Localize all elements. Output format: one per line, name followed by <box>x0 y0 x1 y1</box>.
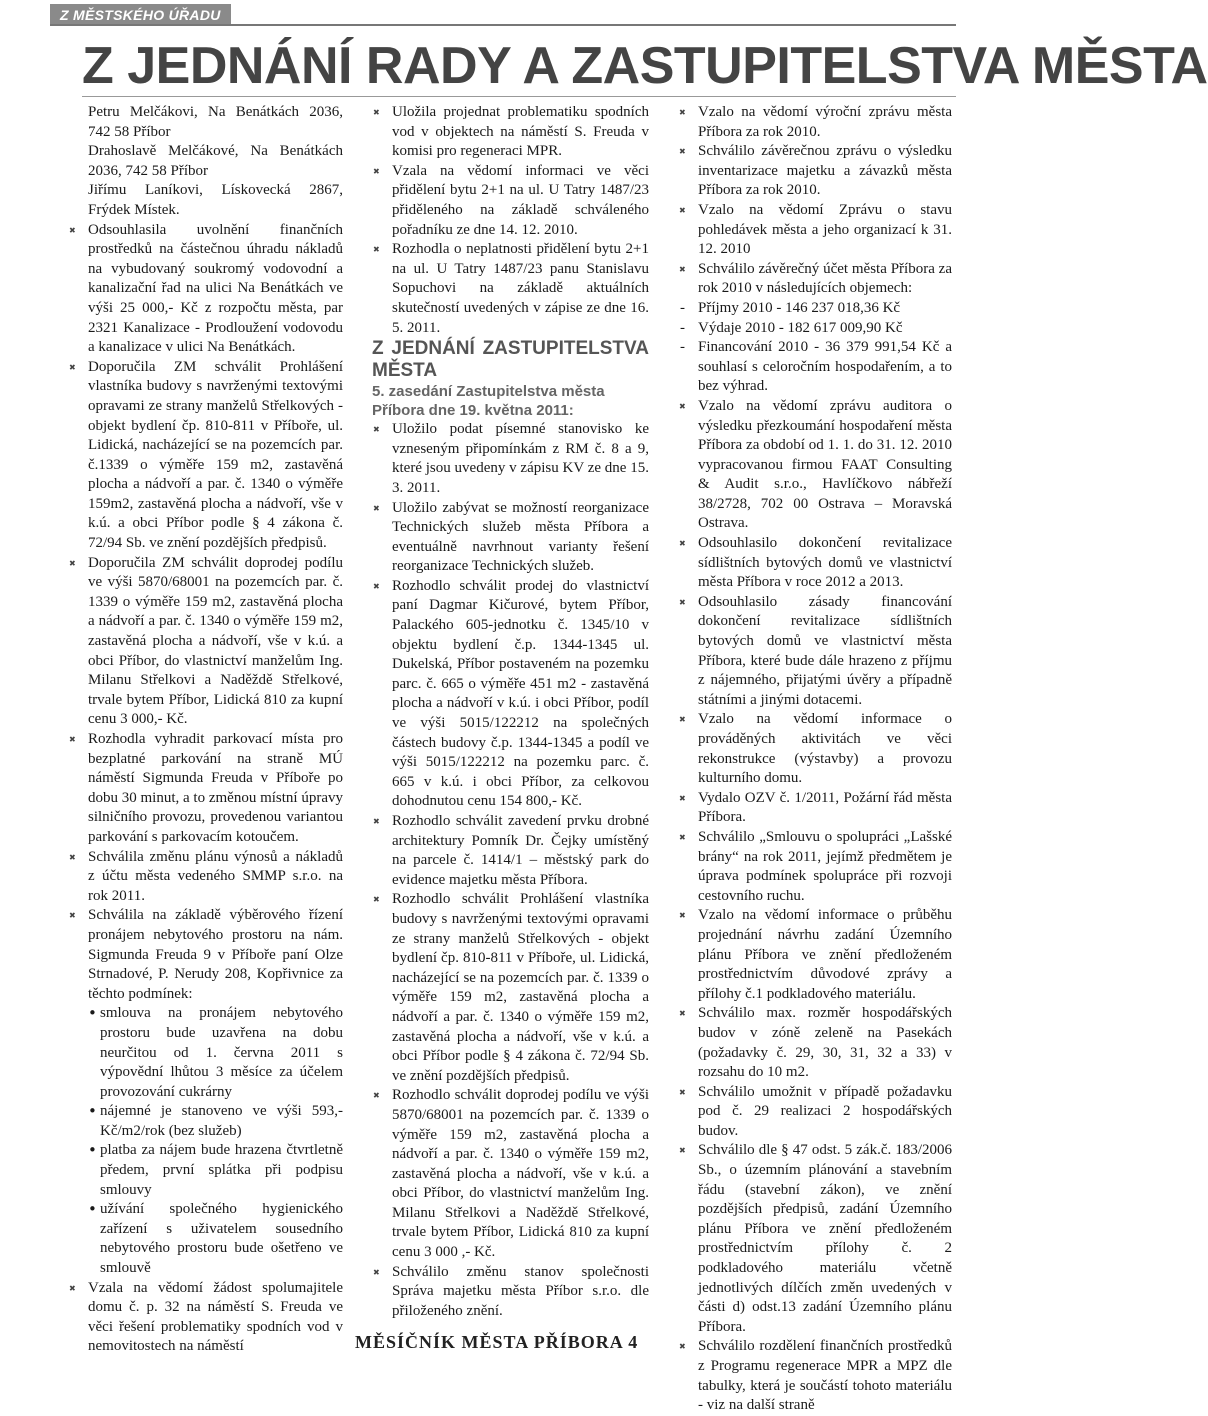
resolution-item: ✖ Schválilo závěrečný účet města Příbora za rok 2010 v následujících objemech: <box>678 260 952 299</box>
headline-rule <box>82 96 956 97</box>
resolution-item: ✖ Rozhodlo schválit zavedení prvku drobné architektury Pomník Dr. Čejky umístěný na parcele č. 1414/1 – městský park do evidence majetku města Příbora. <box>372 812 649 890</box>
resolution-item: ✖ Rozhodlo schválit Prohlášení vlastníka budovy s navrženými textovými opravami ze strany manželů Střelkových - objekt bydlení čp. 810-811 v Příboře, ul. Lidická, nacházející se na pozemcích par. č. 1339 o výměře 159 m2, zastavěná plocha a nádvoří a par. č. 1340 o výměře 159 m2, zastavěná plocha a nádvoří, vše v k.ú. a obci Příbor podle § 4 zákona č. 72/94 Sb. ve znění pozdějších předpisů. <box>372 890 649 1086</box>
resolution-item: ✖ Schválilo „Smlouvu o spolupráci „Lašské brány“ na rok 2011, jejímž předmětem je úprava podmínek spolupráce při rozvoji cestovního ruchu. <box>678 828 952 906</box>
paragraph: Drahoslavě Melčákové, Na Benátkách 2036, 742 58 Příbor <box>88 143 343 179</box>
resolution-item: ✖ Schválilo dle § 47 odst. 5 zák.č. 183/2006 Sb., o územním plánování a stavebním řádu (stavební zákon), ve znění pozdějších předpisů, zadání Územního plánu Příbora ve znění předloženém prostřednictvím přílohy č. 2 podkladového materiálu včetně jednotlivých dílčích změn uvedených v části d) odst.13 zadání Územního plánu Příbora. <box>678 1141 952 1337</box>
resolution-item: ✖ Vzalo na vědomí výroční zprávu města Příbora za rok 2010. <box>678 103 952 142</box>
top-rule <box>50 24 956 26</box>
condition-bullet-item: • smlouva na pronájem nebytového prostoru bude uzavřena na dobu neurčitou od 1. června 2011 s výpovědní lhůtou 3 měsíce za účelem provozování cukrárny <box>68 1004 343 1102</box>
resolution-item: ✖ Schválilo závěrečnou zprávu o výsledku inventarizace majetku a závazků města Příbora za rok 2010. <box>678 142 952 201</box>
column-1 <box>68 103 343 1357</box>
column-2 <box>372 103 649 1321</box>
section-heading: Z JEDNÁNÍ ZASTUPITELSTVA MĚSTA <box>372 338 649 382</box>
resolution-item: ✖ Schválilo rozdělení finančních prostředků z Programu regenerace MPR a MPZ dle tabulky, která je součástí tohoto materiálu - viz na další straně <box>678 1337 952 1415</box>
resolution-item: ✖ Odsouhlasilo dokončení revitalizace sídlištních bytových domů ve vlastnictví města Příbora v roce 2012 a 2013. <box>678 534 952 593</box>
column-3 <box>678 103 952 1416</box>
budget-dash-item: - Financování 2010 - 36 379 991,54 Kč a souhlasí s celoročním hospodařením, a to bez výhrad. <box>678 338 952 397</box>
budget-dash-item: - Výdaje 2010 - 182 617 009,90 Kč <box>678 319 952 339</box>
section-subheading: Příbora dne 19. května 2011: <box>372 402 574 420</box>
condition-bullet-item: • platba za nájem bude hrazena čtvrtletně předem, první splátka při podpisu smlouvy <box>68 1141 343 1200</box>
resolution-item: ✖ Doporučila ZM schválit Prohlášení vlastníka budovy s navrženými textovými opravami ze strany manželů Střelkových - objekt bydlení čp. 810-811 v Příboře, ul. Lidická, nacházející se na pozemcích par. č.1339 o výměře 159 m2, zastavěná plocha a nádvoří a par. č. 1340 o výměře 159m2, zastavěná plocha a nádvoří, vše v k.ú. a obci Příbor podle § 4 zákona č. 72/94 Sb. ve znění pozdějších předpisů. <box>68 358 343 554</box>
resolution-item: ✖ Vzalo na vědomí Zprávu o stavu pohledávek města a jeho organizací k 31. 12. 2010 <box>678 201 952 260</box>
resolution-item: ✖ Rozhodla o neplatnosti přidělení bytu 2+1 na ul. U Tatry 1487/23 panu Stanislavu Sopuchovi na základě aktuálních skutečností uvedených v zápise ze dne 16. 5. 2011. <box>372 240 649 338</box>
resolution-item: ✖ Uložilo podat písemné stanovisko ke vzneseným připomínkám z RM č. 8 a 9, které jsou uvedeny v zápisu KV ze dne 15. 3. 2011. <box>372 420 649 498</box>
condition-bullet-item: • užívání společného hygienického zařízení s uživatelem sousedního nebytového prostoru bude ošetřeno ve smlouvě <box>68 1200 343 1278</box>
resolution-item: ✖ Vzalo na vědomí informace o prováděných aktivitách ve věci rekonstrukce (výstavby) a provozu kulturního domu. <box>678 710 952 788</box>
page-footer: MĚSÍČNÍK MĚSTA PŘÍBORA 4 <box>355 1332 639 1352</box>
paragraph: Petru Melčákovi, Na Benátkách 2036, 742 58 Příbor <box>88 104 343 140</box>
resolution-item: ✖ Uložila projednat problematiku spodních vod v objektech na náměstí S. Freuda v komisi pro regeneraci MPR. <box>372 103 649 162</box>
page-headline: Z JEDNÁNÍ RADY A ZASTUPITELSTVA MĚSTA <box>82 37 1208 95</box>
resolution-item: ✖ Uložilo zabývat se možností reorganizace Technických služeb města Příbora a eventuálně navrhnout varianty řešení reorganizace Technických služeb. <box>372 499 649 577</box>
resolution-item: ✖ Vzalo na vědomí zprávu auditora o výsledku přezkoumání hospodaření města Příbora za období od 1. 1. do 31. 12. 2010 vypracovanou firmou FAAT Consulting & Audit s.r.o., Havlíčkovo nábřeží 38/2728, 702 00 Ostrava – Moravská Ostrava. <box>678 397 952 534</box>
resolution-item: ✖ Vzala na vědomí informaci ve věci přidělení bytu 2+1 na ul. U Tatry 1487/23 přiděleného na základě schváleného pořadníku ze dne 14. 12. 2010. <box>372 162 649 240</box>
section-tag: Z MĚSTSKÉHO ÚŘADU <box>50 4 231 26</box>
resolution-item: ✖ Odsouhlasilo zásady financování dokončení revitalizace sídlištních bytových domů ve vlastnictví města Příbora, které bude dále hrazeno z příjmu z nájemného, přijatými úvěry a případně státními a jinými dotacemi. <box>678 593 952 711</box>
resolution-item: ✖ Odsouhlasila uvolnění finančních prostředků na částečnou úhradu nákladů na vybudovaný soukromý vodovodní a kanalizační řad na ulici Na Benátkách ve výši 25 000,- Kč z rozpočtu města, par 2321 Kanalizace - Prodloužení vodovodu a kanalizace v ulici Na Benátkách. <box>68 221 343 358</box>
resolution-item: ✖ Schválilo umožnit v případě požadavku pod č. 29 realizaci 2 hospodářských budov. <box>678 1083 952 1142</box>
resolution-item: ✖ Vzala na vědomí žádost spolumajitele domu č. p. 32 na náměstí S. Freuda ve věci řešení problematiky spodních vod v nemovitostech na náměstí <box>68 1279 343 1357</box>
resolution-item: ✖ Schválilo max. rozměr hospodářských budov v zóně zeleně na Pasekách (požadavky č. 29, 30, 31, 32 a 33) v rozsahu do 10 m2. <box>678 1004 952 1082</box>
resolution-item: ✖ Vydalo OZV č. 1/2011, Požární řád města Příbora. <box>678 789 952 828</box>
resolution-item: ✖ Rozhodlo schválit doprodej podílu ve výši 5870/68001 na pozemcích par. č. 1339 o výměře 159 m2, zastavěná plocha a nádvoří a par. č. 1340 o výměře 159 m2, zastavěná plocha a nádvoří, vše v k.ú. a obci Příbor, do vlastnictví manželům Ing. Milanu Střelkovi a Naděždě Střelkové, trvale bytem Příbor, Lidická 810 za kupní cenu 3 000 ,- Kč. <box>372 1086 649 1262</box>
paragraph: Jiřímu Laníkovi, Lískovecká 2867, Frýdek Místek. <box>88 182 343 218</box>
resolution-item: ✖ Schválila změnu plánu výnosů a nákladů z účtu města vedeného SMMP s.r.o. na rok 2011. <box>68 848 343 907</box>
condition-bullet-item: • nájemné je stanoveno ve výši 593,- Kč/m2/rok (bez služeb) <box>68 1102 343 1141</box>
resolution-item: ✖ Rozhodla vyhradit parkovací místa pro bezplatné parkování na straně MÚ náměstí Sigmunda Freuda v Příboře po dobu 30 minut, a to změnou místní úpravy silničního provozu, provedenou variantou parkování s parkovacím kotoučem. <box>68 730 343 848</box>
resolution-item: ✖ Schválila na základě výběrového řízení pronájem nebytového prostoru na nám. Sigmunda Freuda 9 v Příboře paní Olze Strnadové, P. Nerudy 208, Kopřivnice za těchto podmínek: <box>68 906 343 1004</box>
resolution-item: ✖ Schválilo změnu stanov společnosti Správa majetku města Příbor s.r.o. dle přiloženého znění. <box>372 1263 649 1322</box>
budget-dash-item: - Příjmy 2010 - 146 237 018,36 Kč <box>678 299 952 319</box>
resolution-item: ✖ Rozhodlo schválit prodej do vlastnictví paní Dagmar Kičurové, bytem Příbor, Palackého 605-jednotku č. 1345/10 v objektu bydlení č.p. 1344-1345 ul. Dukelská, Příbor postaveném na pozemku parc. č. 665 o výměře 451 m2 - zastavěná plocha a nádvoří v k.ú. i obci Příbor, podíl ve výši 5015/122212 na společných částech budovy č.p. 1344-1345 a podíl ve výši 5015/122212 na pozemku parc. č. 665 v k.ú. i obci Příbor, za celkovou dohodnutou cenu 154 800,- Kč. <box>372 577 649 812</box>
resolution-item: ✖ Doporučila ZM schválit doprodej podílu ve výši 5870/68001 na pozemcích par. č. 1339 o výměře 159 m2, zastavěná plocha a nádvoří a par. č. 1340 o výměře 159 m2, zastavěná plocha a nádvoří, vše v k.ú. a obci Příbor, do vlastnictví manželům Ing. Milanu Střelkovi a Naděždě Střelkové, trvale bytem Příbor, Lidická 810 za kupní cenu 3 000,- Kč. <box>68 554 343 730</box>
section-subheading: 5. zasedání Zastupitelstva města <box>372 383 605 401</box>
resolution-item: ✖ Vzalo na vědomí informace o průběhu projednání návrhu zadání Územního plánu Příbora ve znění předloženém prostřednictvím důvodové zprávy a přílohy č.1 podkladového materiálu. <box>678 906 952 1004</box>
